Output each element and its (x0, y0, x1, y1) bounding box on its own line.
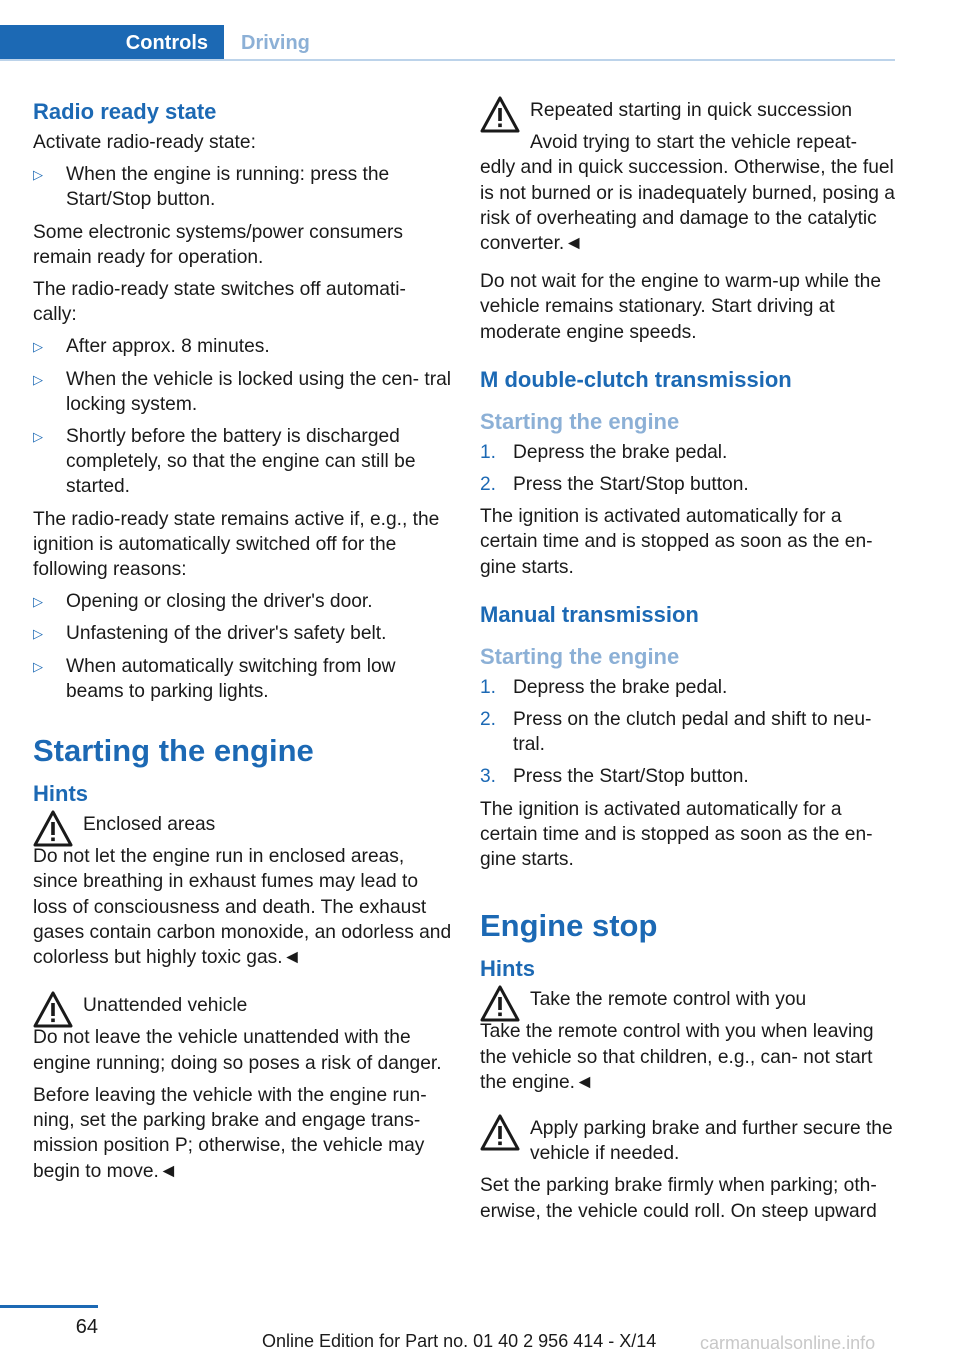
warning-body (33, 844, 453, 970)
warning-body-text: Do not let the engine run in enclosed areas, since breathing in exhaust fumes may lead to loss of consciousness and death. The exhaust gases contain carbon monoxide, an odorless and colorless but highly toxic gas.◄ (33, 846, 452, 969)
paragraph: The radio-ready state switches off automati‐ cally: (33, 279, 406, 326)
paragraph: Do not wait for the engine to warm-up while the vehicle remains stationary. Start driving at moderate engine speeds. (480, 271, 882, 343)
footer-rule (0, 1305, 98, 1308)
left-column (33, 98, 453, 1191)
starting-engine-heading: Starting the engine (33, 733, 314, 769)
tab-controls-label: Controls (125, 31, 208, 54)
tab-driving[interactable] (224, 25, 310, 61)
list-item-text: After approx. 8 minutes. (66, 336, 270, 358)
list-item (480, 440, 895, 465)
list-item-text: When the vehicle is locked using the cen‐ tral locking system. (66, 368, 452, 415)
page-number: 64 (75, 1316, 98, 1338)
spacer (480, 587, 895, 601)
warning-block (33, 993, 453, 1183)
paragraph: Set the parking brake firmly when parking; oth‐ erwise, the vehicle could roll. On steep upward (480, 1175, 877, 1222)
radio-ready-heading: Radio ready state (33, 99, 217, 124)
tab-driving-label: Driving (241, 31, 310, 54)
warning-title: Apply parking brake and further secure the vehicle if needed. (530, 1118, 893, 1165)
spacer (480, 879, 895, 907)
warning-title: Take the remote control with you (530, 989, 807, 1011)
list-item (33, 334, 453, 359)
list-item-text: Depress the brake pedal. (513, 441, 728, 463)
list-item-text: When automatically switching from low beams to parking lights. (66, 655, 396, 702)
warning-block (480, 1116, 895, 1166)
list-item-text: Opening or closing the driver's door. (66, 591, 373, 613)
warning-triangle-icon (480, 985, 520, 1023)
manual-heading: Manual transmission (480, 601, 699, 627)
bullet-triangle-icon: ▷ (33, 658, 43, 674)
manual-subheading: Starting the engine (480, 643, 680, 669)
watermark: carmanualsonline.info (700, 1333, 876, 1353)
bullet-triangle-icon: ▷ (33, 167, 43, 183)
list-item (480, 675, 895, 700)
chapter-tabbar (0, 25, 895, 61)
warning-triangle-icon (480, 96, 520, 134)
list-item (480, 764, 895, 789)
right-column (480, 98, 895, 1231)
bullet-triangle-icon: ▷ (33, 594, 43, 610)
list-item-text: When the engine is running: press the Start/Stop button. (66, 164, 390, 211)
list-item-text: Press the Start/Stop button. (513, 474, 749, 496)
spacer (480, 352, 895, 366)
step-number: 2. (480, 474, 497, 496)
mdct-heading: M double-clutch transmission (480, 366, 792, 392)
warning-triangle-icon (33, 810, 73, 848)
list-item (33, 424, 453, 500)
warning-title: Repeated starting in quick succession (530, 100, 853, 121)
warning-block (480, 987, 895, 1095)
warning-body-text: Do not leave the vehicle unattended with the engine running; doing so poses a risk of danger. (33, 1027, 442, 1074)
list-item-text: Depress the brake pedal. (513, 676, 728, 698)
list-item-text: Unfastening of the driver's safety belt. (66, 623, 387, 645)
paragraph: The radio-ready state remains active if, e.g., the ignition is automatically switched off for the following reasons: (33, 508, 440, 581)
list-item (480, 472, 895, 497)
mdct-subheading: Starting the engine (480, 408, 680, 434)
warning-block (480, 98, 895, 256)
list-item-text: Press the Start/Stop button. (513, 766, 749, 788)
list-item-text: Press on the clutch pedal and shift to neu‐ tral. (513, 709, 872, 756)
hints-heading: Hints (33, 781, 88, 807)
warning-body-text: Take the remote control with you when leaving the vehicle so that children, e.g., can‐ not start the engine.◄ (480, 1021, 874, 1093)
warning-body-text: Before leaving the vehicle with the engine run‐ ning, set the parking brake and engage trans‐ mission position P; otherwise, the vehicle may begin to move.◄ (33, 1084, 427, 1182)
list-item-text: Shortly before the battery is discharged completely, so that the engine can still be started. (66, 426, 416, 498)
step-number: 3. (480, 766, 497, 788)
tabbar-underline (0, 59, 895, 61)
tab-controls[interactable] (0, 25, 224, 61)
warning-title: Enclosed areas (83, 814, 216, 836)
radio-intro: Activate radio-ready state: (33, 132, 256, 153)
warning-body-text (480, 130, 895, 256)
bullet-triangle-icon: ▷ (33, 626, 43, 642)
list-item (480, 707, 895, 757)
bullet-triangle-icon: ▷ (33, 371, 43, 387)
engine-stop-heading: Engine stop (480, 908, 658, 944)
list-item (33, 162, 453, 212)
warning-body-content: Avoid trying to start the vehicle repeat‐ edly and in quick succession. Otherwise, the fuel is not burned or is inadequately burned, posing a risk of overheating and damage to the catalytic converter.◄ (480, 132, 895, 255)
spacer (33, 977, 453, 993)
paragraph: The ignition is activated automatically for a certain time and is stopped as soon as the en‐ gine starts. (480, 506, 873, 578)
edition-note: Online Edition for Part no. 01 40 2 956 414 - X/14 (262, 1331, 657, 1351)
list-item (33, 367, 453, 417)
warning-title: Unattended vehicle (83, 995, 248, 1017)
bullet-triangle-icon: ▷ (33, 339, 43, 355)
bullet-triangle-icon: ▷ (33, 429, 43, 445)
warning-triangle-icon (480, 1114, 520, 1152)
warning-block (33, 812, 453, 970)
stop-hints-heading: Hints (480, 956, 535, 982)
paragraph: The ignition is activated automatically for a certain time and is stopped as soon as the en‐ gine starts. (480, 798, 873, 871)
warning-triangle-icon (33, 991, 73, 1029)
spacer (480, 1102, 895, 1116)
list-item (33, 621, 453, 646)
step-number: 2. (480, 709, 497, 731)
step-number: 1. (480, 441, 497, 463)
list-item (33, 654, 453, 704)
paragraph: Some electronic systems/power consumers remain ready for operation. (33, 221, 404, 268)
step-number: 1. (480, 676, 497, 698)
list-item (33, 589, 453, 614)
